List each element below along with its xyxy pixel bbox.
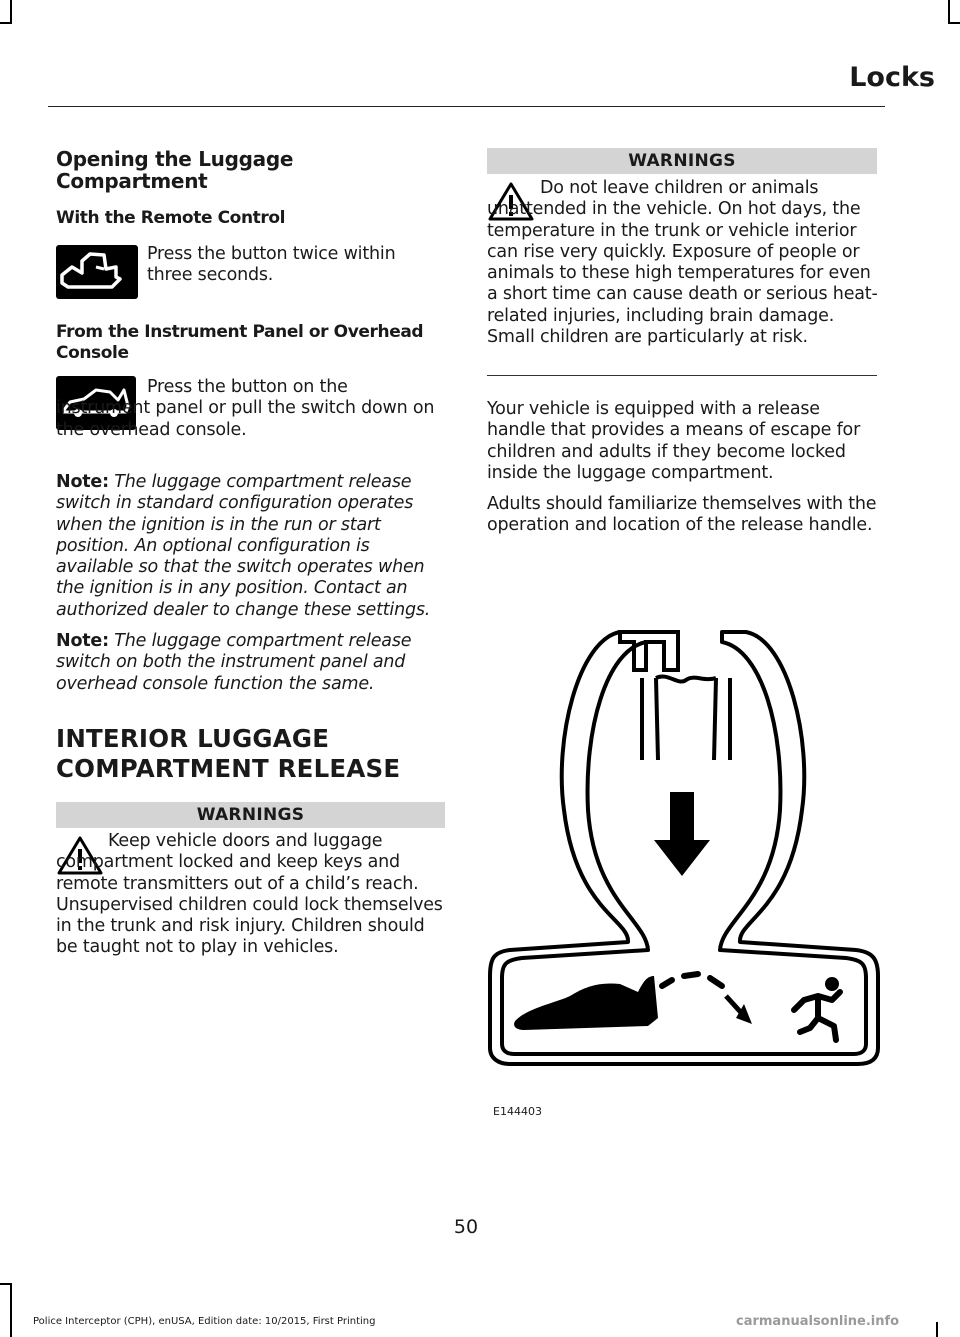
note-2-label: Note: — [56, 631, 109, 651]
crop-mark — [936, 1322, 938, 1337]
warning-divider — [487, 375, 877, 376]
note-1 — [56, 472, 448, 621]
crop-mark — [0, 1283, 12, 1285]
crop-mark — [10, 1283, 12, 1337]
panel-text: Press the button on the instrument panel or pull the switch down on the overhead console. — [56, 377, 435, 440]
note-2-text: The luggage compartment release switch on both the instrument panel and overhead console function the same. — [56, 631, 412, 694]
figure-id: E144403 — [493, 1105, 542, 1118]
remote-heading: With the Remote Control — [56, 208, 286, 228]
warnings-header: WARNINGS — [56, 802, 445, 828]
edition-footer: Police Interceptor (CPH), enUSA, Edition date: 10/2015, First Printing — [33, 1316, 376, 1327]
crop-mark — [948, 22, 960, 24]
remote-text: Press the button twice within three seconds. — [147, 244, 396, 286]
watermark: carmanualsonline.info — [736, 1314, 900, 1329]
crop-mark — [948, 0, 950, 22]
note-1-text: The luggage compartment release switch in standard configuration operates when the ignition is in the run or start position. An optional configuration is available so that the switch operates when the ignition is in any position. Contact an authorized dealer to change these settings. — [56, 472, 431, 620]
crop-mark — [0, 22, 12, 24]
section-title: Opening the Luggage Compartment — [56, 147, 294, 193]
header-rule — [48, 106, 885, 107]
warning-text-left: Keep vehicle doors and luggage compartment locked and keep keys and remote transmitters out of a child’s reach. Unsupervised children could lock themselves in the trunk and risk injury. Children should be taught not to play in vehicles. — [56, 831, 443, 958]
interior-title-line1: INTERIOR LUGGAGE — [56, 724, 330, 753]
warning-text-right: Do not leave children or animals unattended in the vehicle. On hot days, the temperature in the trunk or vehicle interior can rise very quickly. Exposure of people or animals to these high temperatures for even a short time can cause death or serious heat-related injuries, including brain damage. Small children are particularly at risk. — [487, 178, 878, 348]
interior-title-line2: COMPARTMENT RELEASE — [56, 754, 401, 783]
release-handle-illustration — [488, 620, 883, 1068]
familiarize-paragraph: Adults should familiarize themselves with the operation and location of the release handle. — [487, 494, 877, 536]
note-2 — [56, 631, 448, 695]
trunk-open-remote-icon — [56, 245, 138, 299]
release-handle-paragraph: Your vehicle is equipped with a release handle that provides a means of escape for children and adults if they become locked inside the luggage compartment. — [487, 399, 861, 483]
page-number: 50 — [453, 1216, 479, 1238]
note-1-label: Note: — [56, 472, 109, 492]
crop-mark — [10, 0, 12, 22]
warnings-header: WARNINGS — [487, 148, 877, 174]
chapter-title: Locks — [849, 62, 935, 93]
panel-heading: From the Instrument Panel or Overhead Console — [56, 322, 424, 363]
